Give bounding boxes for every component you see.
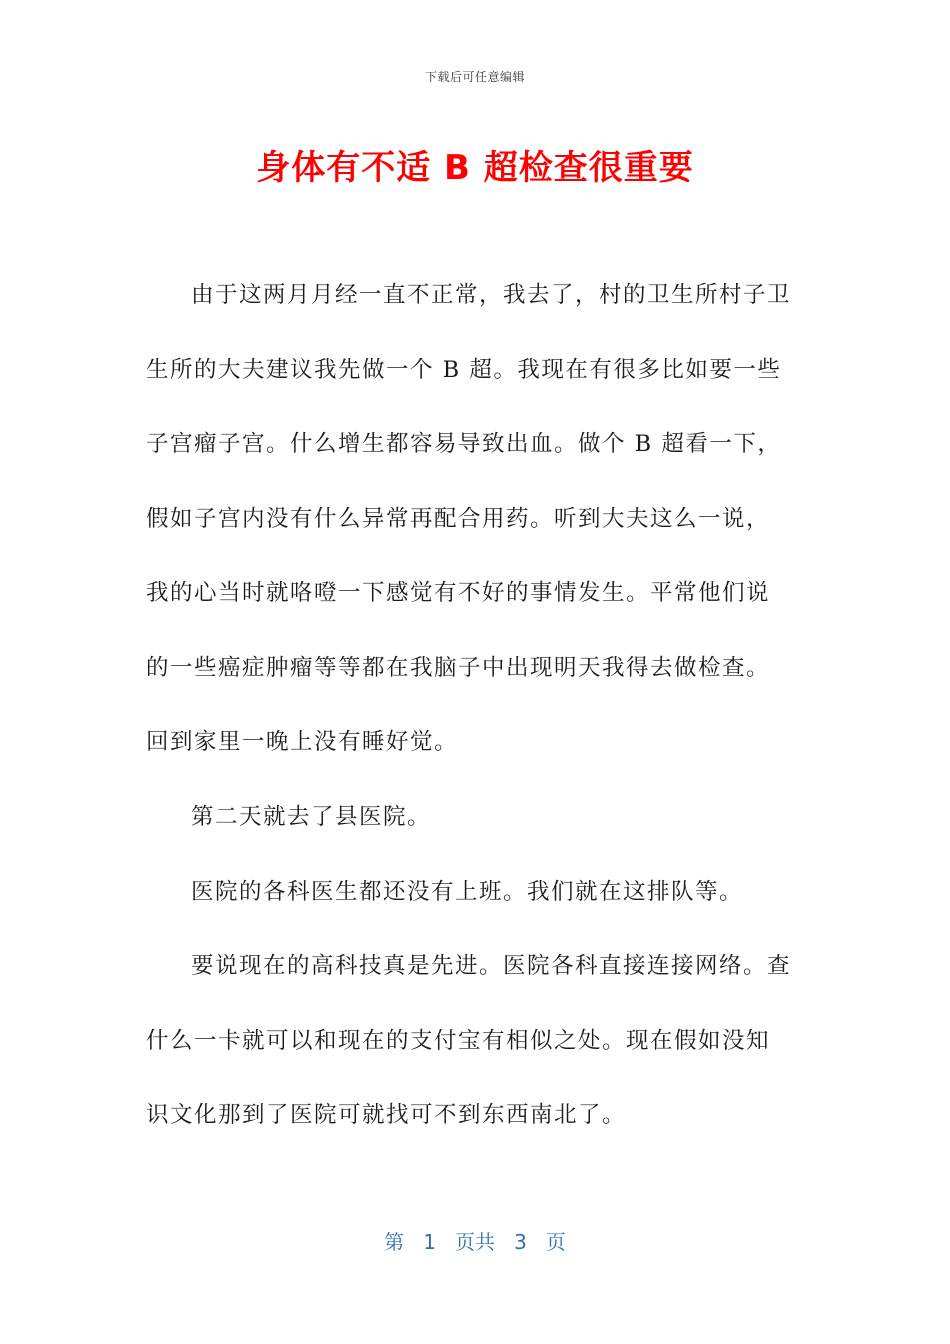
paragraph-2: 第二天就去了县医院。 [191,804,432,830]
paragraph-4: 要说现在的高科技真是先进。医院各科直接连接网络。查什么一卡就可以和现在的支付宝有相似之处。现在假如没知识文化那到了医院可就找可不到东西南北了。 [146,953,792,1128]
footer-total-pages: 3 [514,1230,527,1254]
footer-current-page: 1 [423,1230,436,1254]
header-note: 下载后可任意编辑 [424,70,525,84]
paragraph-1: 由于这两月月经一直不正常，我去了，村的卫生所村子卫生所的大夫建议我先做一个 B 超。我现在有很多比如要一些子宫瘤子宫。什么增生都容易导致出血。做个 B 超看一下，假如子宫内没有什么异常再配合用药。听到大夫这么一说，我的心当时就咯噔一下感觉有不好的事情发生。平常他们说的一些癌症肿瘤等等都在我脑子中出现明天我得去做检查。回到家里一晚上没有睡好觉。 [146,282,792,755]
document-title: 身体有不适 B 超检查很重要 [256,148,694,188]
paragraph-3: 医院的各科医生都还没有上班。我们就在这排队等。 [191,879,744,905]
footer-label-page: 第 [384,1230,405,1254]
page-number-footer [0,1226,950,1255]
footer-label-total: 页共 [455,1230,495,1254]
footer-label-end: 页 [545,1230,566,1254]
